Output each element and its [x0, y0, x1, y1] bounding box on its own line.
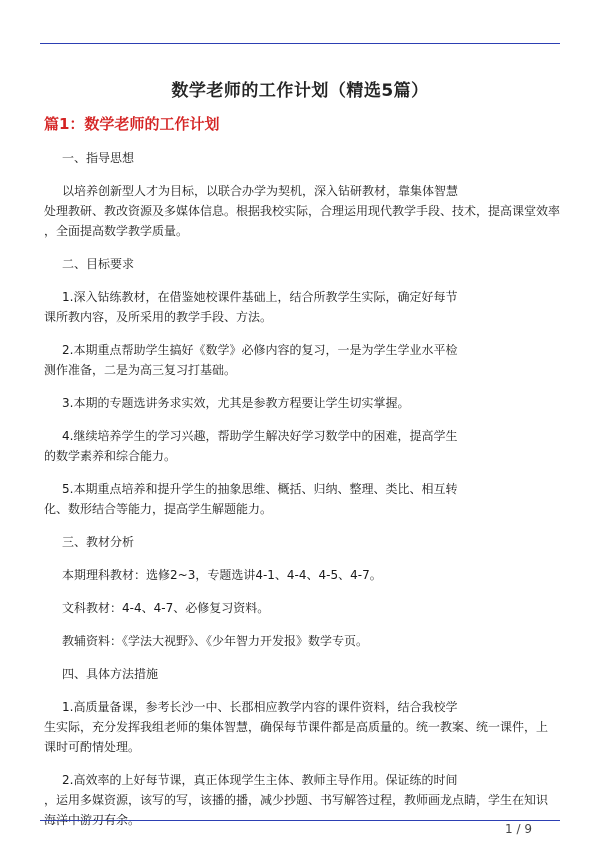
- paragraph-line: 生实际，充分发挥我组老师的集体智慧，确保每节课件都是高质量的。统一教案、统一课件，上: [44, 720, 549, 734]
- article-heading: 篇1：数学老师的工作计划: [44, 115, 220, 133]
- paragraph-line: 教辅资料：《学法大视野》、《少年智力开发报》数学专页。: [62, 634, 369, 648]
- paragraph: [44, 426, 560, 466]
- paragraph: [44, 254, 560, 274]
- paragraph-line: 四、具体方法措施: [62, 667, 159, 681]
- paragraph-line: 3.本期的专题选讲务求实效，尤其是参教方程要让学生切实掌握。: [62, 396, 410, 410]
- paragraph: [44, 287, 560, 327]
- paragraph-line: 二、目标要求: [62, 257, 135, 271]
- paragraph: [44, 697, 560, 757]
- paragraph-line: 课时可酌情处理。: [44, 740, 141, 754]
- paragraph-line: 2.本期重点帮助学生搞好《数学》必修内容的复习，一是为学生学业水平检: [62, 343, 458, 357]
- paragraph-line: 2.高效率的上好每节课，真正体现学生主体、教师主导作用。保证练的时间: [62, 773, 458, 787]
- document-body: [44, 148, 560, 843]
- paragraph-line: 1.高质量备课，参考长沙一中、长郡相应教学内容的课件资料，结合我校学: [62, 700, 458, 714]
- paragraph-line: ，全面提高数学教学质量。: [44, 224, 189, 238]
- paragraph-line: 处理教研、教改资源及多媒体信息。根据我校实际，合理运用现代教学手段、技术，提高课堂效率: [44, 204, 561, 218]
- paragraph: [44, 340, 560, 380]
- paragraph: [44, 664, 560, 684]
- document-title: 数学老师的工作计划（精选5篇）: [171, 81, 429, 101]
- paragraph: [44, 598, 560, 618]
- paragraph-line: 一、指导思想: [62, 151, 135, 165]
- paragraph-line: 以培养创新型人才为目标，以联合办学为契机，深入钻研教材，靠集体智慧: [62, 184, 459, 198]
- paragraph-line: 5.本期重点培养和提升学生的抽象思维、概括、归纳、整理、类比、相互转: [62, 482, 458, 496]
- paragraph: [44, 770, 560, 830]
- paragraph-line: 三、教材分析: [62, 535, 135, 549]
- paragraph-line: 4.继续培养学生的学习兴趣，帮助学生解决好学习数学中的困难，提高学生: [62, 429, 458, 443]
- paragraph: [44, 532, 560, 552]
- paragraph-line: 文科教材：4-4、4-7、必修复习资料。: [62, 601, 270, 615]
- paragraph-line: 的数学素养和综合能力。: [44, 449, 177, 463]
- paragraph: [44, 393, 560, 413]
- paragraph: [44, 479, 560, 519]
- paragraph: [44, 181, 560, 241]
- paragraph-line: ，运用多媒资源，该写的写，该播的播，减少抄题、书写解答过程，教师画龙点睛，学生在知识: [44, 793, 549, 807]
- paragraph-line: 化、数形结合等能力，提高学生解题能力。: [44, 502, 273, 516]
- paragraph-line: 测作准备，二是为高三复习打基础。: [44, 363, 237, 377]
- paragraph: [44, 631, 560, 651]
- paragraph-line: 1.深入钻练教材，在借鉴她校课件基础上，结合所教学生实际，确定好每节: [62, 290, 458, 304]
- bottom-rule: [40, 820, 560, 821]
- top-rule: [40, 43, 560, 44]
- paragraph: [44, 565, 560, 585]
- page-indicator: 1 / 9: [505, 822, 532, 836]
- paragraph-line: 海洋中游刃有余。: [44, 813, 141, 827]
- paragraph-line: 本期理科教材：选修2~3，专题选讲4-1、4-4、4-5、4-7。: [62, 568, 382, 582]
- paragraph-line: 课所教内容，及所采用的教学手段、方法。: [44, 310, 273, 324]
- paragraph: [44, 148, 560, 168]
